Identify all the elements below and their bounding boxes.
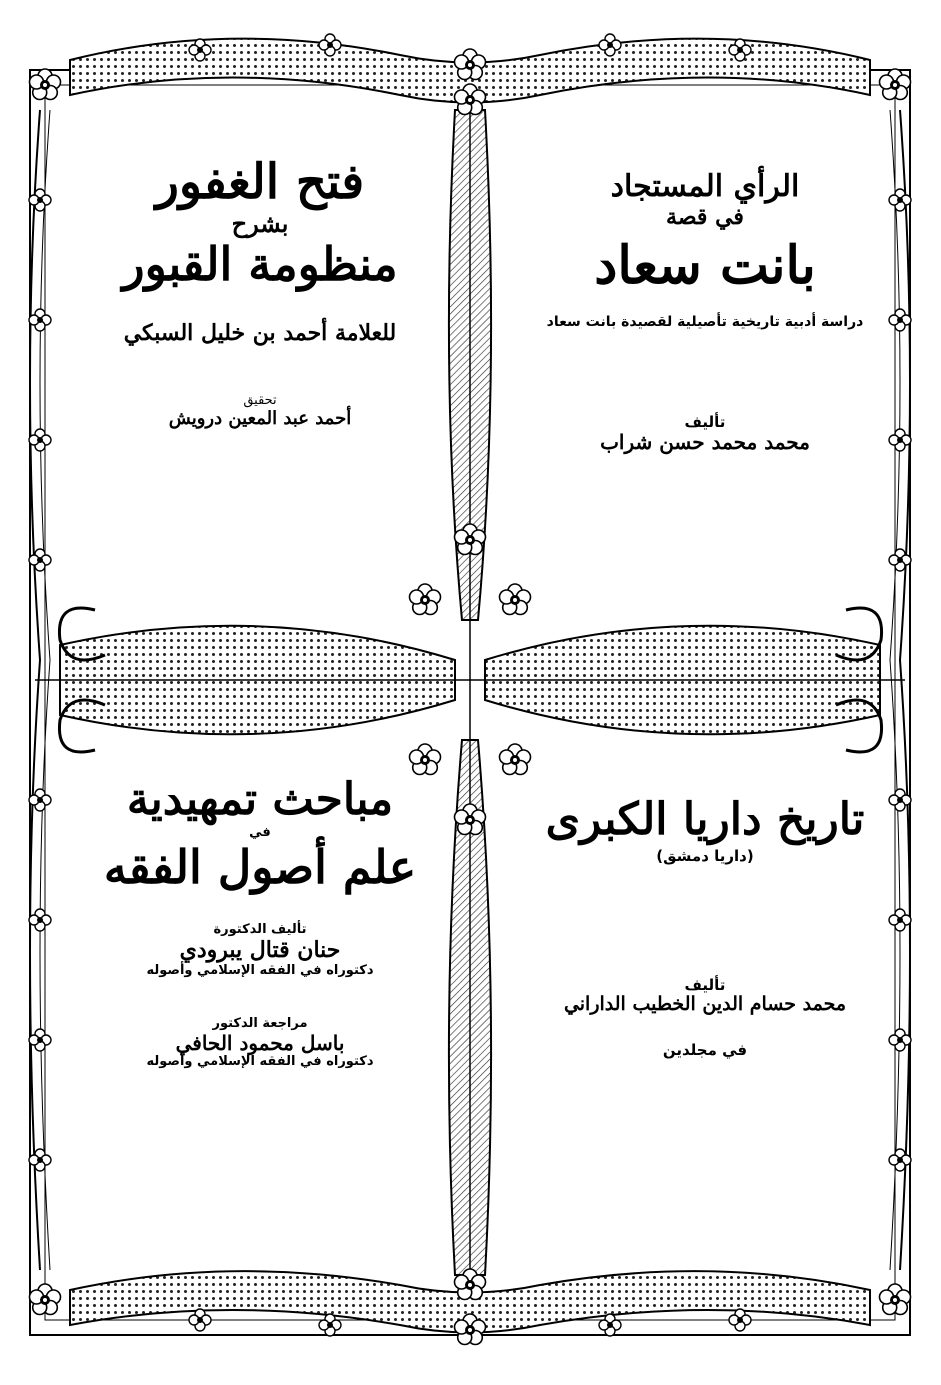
book-subtitle: (داريا دمشق) <box>656 846 754 865</box>
book-title-line-2: بشرح <box>231 209 289 239</box>
author-name: محمد محمد حسن شراب <box>600 429 810 454</box>
editor-name: أحمد عبد المعين درويش <box>168 407 352 429</box>
book-title-line-1: فتح الغفور <box>155 154 365 210</box>
book-bottom-left <box>60 775 460 1069</box>
book-title-line-3: منظومة القبور <box>122 236 398 291</box>
author-label: تأليف الدكتورة <box>213 922 307 938</box>
author-label: تأليف <box>684 412 726 431</box>
reviewer-degree: دكتوراه في الفقه الإسلامي وأصوله <box>146 1053 374 1069</box>
book-title-line-1: الرأي المستجاد <box>610 169 800 204</box>
reviewer-label: مراجعة الدكتور <box>212 1015 308 1031</box>
book-top-left <box>60 155 460 430</box>
book-title-line-1: مباحث تمهيدية <box>126 774 394 825</box>
book-title-line-2: في <box>249 824 271 840</box>
book-top-right <box>515 170 895 454</box>
reviewer-name: باسل محمود الحافي <box>175 1030 345 1055</box>
book-title-line-3: علم أصول الفقه <box>103 839 417 894</box>
author-label: تأليف <box>684 975 726 994</box>
author-line: للعلامة أحمد بن خليل السبكي <box>123 319 397 346</box>
editor-label: تحقيق <box>243 392 277 408</box>
author-degree: دكتوراه في الفقه الإسلامي وأصوله <box>146 962 374 978</box>
author-name: حنان قتال يبرودي <box>179 937 341 964</box>
author-name: محمد حسام الدين الخطيب الداراني <box>563 993 847 1016</box>
book-title-line-2: في قصة <box>666 203 744 230</box>
volumes-note: في مجلدين <box>662 1040 748 1059</box>
book-bottom-right <box>515 795 895 1059</box>
book-title-line-1: تاريخ داريا الكبرى <box>545 794 865 845</box>
book-title-line-3: بانت سعاد <box>594 234 816 296</box>
book-subtitle: دراسة أدبية تاريخية تأصيلية لقصيدة بانت سعاد <box>546 313 864 330</box>
